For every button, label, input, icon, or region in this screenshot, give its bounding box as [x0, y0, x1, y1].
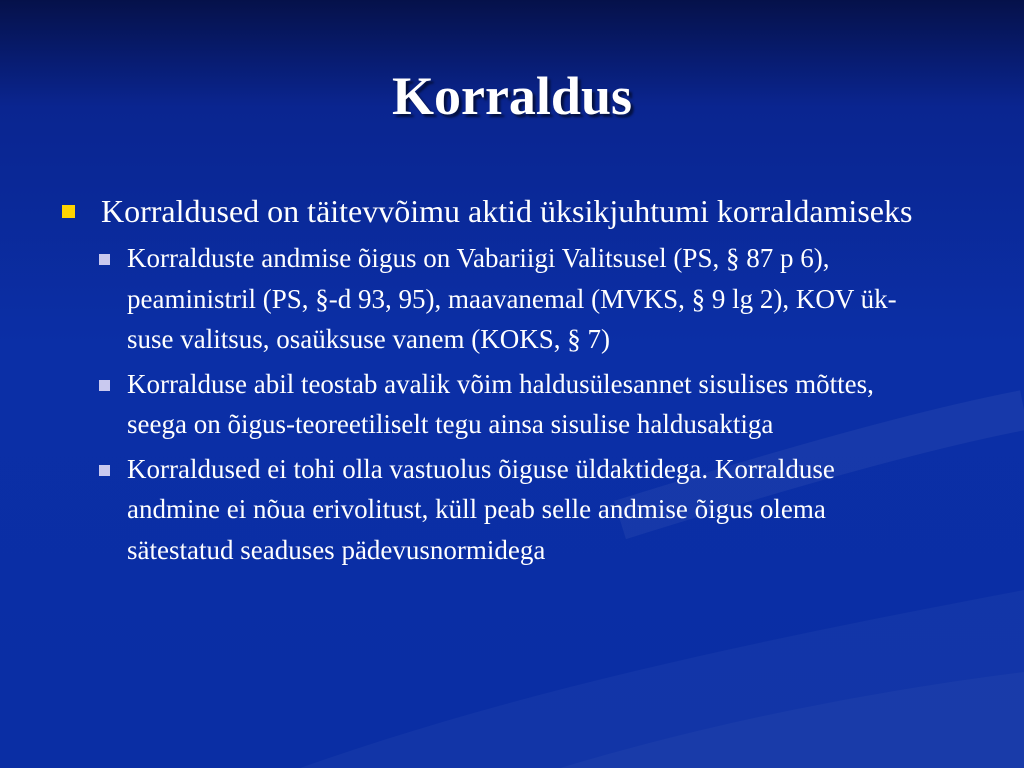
sub-bullet-text: Korraldused ei tohi olla vastuolus õiguse üldaktidega. Korralduse andmine ei nõua erivolitust, küll peab selle andmise õigus olema sätestatud seaduses pädevusnormidega	[127, 453, 835, 565]
sub-bullet-item	[82, 449, 932, 571]
sub-bullet-text: Korralduste andmise õigus on Vabariigi Valitsusel (PS, § 87 p 6), peaministril (PS, §-d 93, 95), maavanemal (MVKS, § 9 lg 2), KOV ük-suse valitsus, osaüksuse vanem (KOKS, § 7)	[127, 243, 897, 354]
sub-bullet-list	[82, 238, 962, 570]
bullet-text: Korraldused on täitevvõimu aktid üksikjuhtumi korraldamiseks	[101, 193, 913, 229]
sub-bullet-text: Korralduse abil teostab avalik võim haldusülesannet sisulises mõttes, seega on õigus-teoreetiliselt tegu ainsa sisulise haldusaktiga	[127, 368, 874, 439]
bullet-item	[62, 190, 962, 570]
sub-bullet-item	[82, 238, 932, 360]
square-bullet-icon	[62, 205, 75, 218]
square-bullet-icon	[99, 254, 110, 265]
sub-bullet-item	[82, 364, 932, 445]
square-bullet-icon	[99, 380, 110, 391]
slide-title: Korraldus	[391, 66, 633, 126]
bullet-list	[62, 190, 962, 574]
square-bullet-icon	[99, 465, 110, 476]
